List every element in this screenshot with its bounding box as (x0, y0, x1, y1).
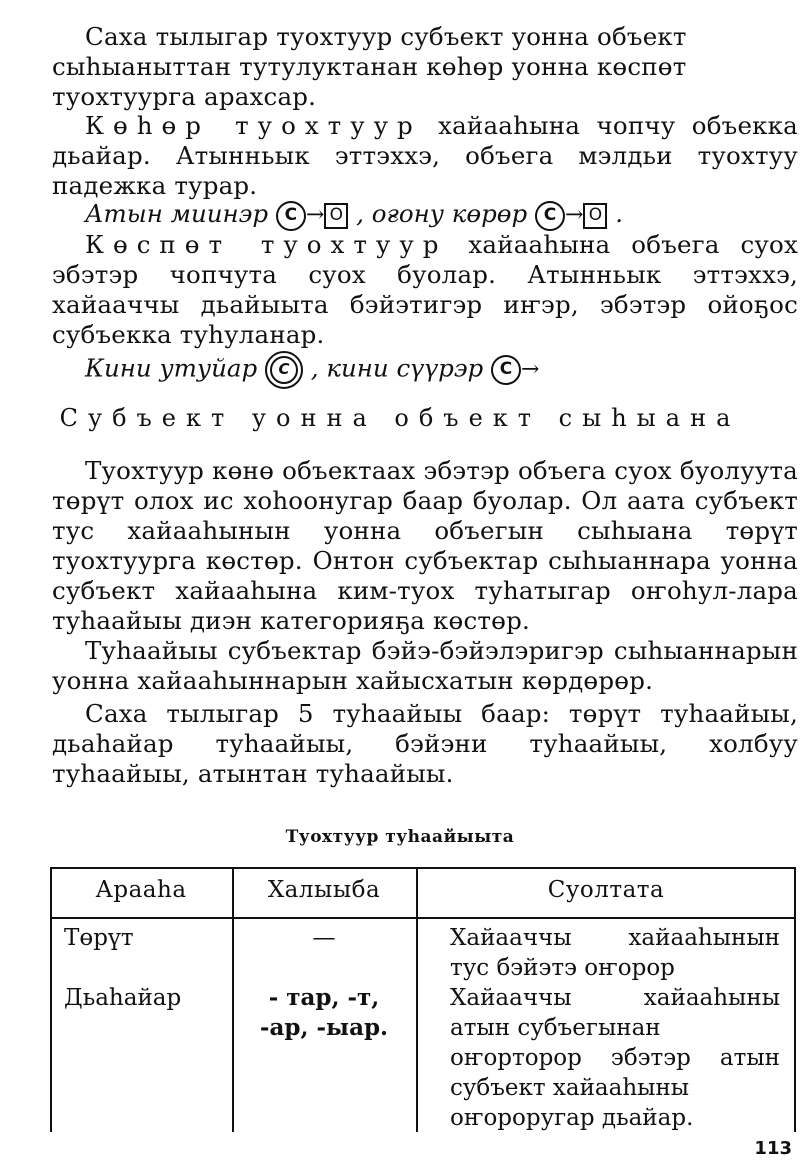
paragraph-2 (52, 111, 798, 201)
table-cell-line: оҥороругар дьайар. (450, 1105, 694, 1131)
voice-table (50, 867, 796, 1132)
arrow-icon: → (565, 202, 584, 228)
text-line: туһаайыы диэн категорияҕа көстөр. (52, 606, 530, 635)
object-box-icon: O (583, 203, 607, 229)
example-2 (85, 351, 539, 389)
table-cell-line: атын субъегынан (450, 1015, 661, 1041)
page-number: 113 (754, 1138, 792, 1159)
text-line: хайааччы дьайыыта бэйэтигэр иҥэр, эбэтэр ойоҕос (52, 290, 798, 319)
table-cell-line: Хайааччы хайааһынын (450, 925, 780, 951)
text-line: туһаайыы, атынтан туһаайыы. (52, 759, 454, 788)
table-cell-type: Дьаһайар (64, 985, 182, 1011)
text-line: Туохтуур көнө объектаах эбэтэр объега суох буолуута (85, 456, 798, 485)
paragraph-5 (52, 636, 798, 696)
text-line: тус хайааһынын уонна объегын сыһыана төрүт (52, 516, 798, 545)
text-line: Саха тылыгар 5 туһаайыы баар: төрүт туһаайыы, (85, 699, 798, 728)
example-1 (85, 199, 623, 231)
example-text: , кини сүүрэр (310, 353, 484, 383)
subject-circle-icon: C (276, 201, 306, 231)
term-intransitive: Көспөт туохтуур (85, 230, 448, 259)
table-cell-form (232, 983, 416, 1043)
text-span: хайааһына чопчу объекка (421, 111, 798, 140)
arrow-icon: → (305, 202, 325, 228)
text-line: дьайар. Атынньык эттэххэ, объега мэлдьи туохтуу (52, 141, 798, 170)
table-cell-line: тус бэйэтэ оҥорор (450, 955, 675, 981)
text-line: туохтуурга арахсар. (52, 82, 317, 111)
example-text: , оғону көрөр (356, 199, 528, 228)
circle-letter: C (270, 356, 298, 384)
table-header-meaning: Суолтата (547, 877, 665, 903)
text-line: Туһаайыы субъектар бэйэ-бэйэлэригэр сыһыаннарын (85, 636, 798, 665)
reflexive-circle-icon (265, 351, 303, 389)
subject-circle-icon: C (535, 201, 565, 231)
table-caption: Туохтуур туһаайыыта (285, 827, 515, 847)
object-box-icon: O (324, 203, 348, 229)
text-line: субъекка туһуланар. (52, 320, 325, 349)
paragraph-1 (52, 22, 798, 112)
paragraph-4 (52, 456, 798, 636)
table-cell-form: — (312, 925, 336, 951)
term-transitive: Көһөр туохтуур (85, 111, 422, 140)
example-text: Атын миинэр (85, 199, 269, 228)
table-column-divider (416, 867, 418, 1132)
section-heading: Субъект уонна объект сыһыана (59, 404, 741, 432)
table-cell-line: Хайааччы хайааһыны (450, 985, 780, 1011)
text-span: хайааһына объега суох (447, 230, 798, 259)
text-line: уонна хайааһыннарын хайысхатын көрдөрөр. (52, 666, 654, 695)
text-line: туохтуурга көстөр. Онтон субъектар сыһыаннара уонна (52, 546, 798, 575)
text-line: сыһыаныттан тутулуктанан көһөр уонна көспөт (52, 52, 687, 81)
text-line: дьаһайар туһаайыы, бэйэни туһаайыы, холбуу (52, 729, 798, 758)
example-text: Кини утуйар (85, 353, 258, 383)
table-header-divider (50, 917, 796, 919)
example-text: . (615, 199, 624, 228)
table-header-type: Арааһа (95, 877, 187, 903)
text-line: падежка турар. (52, 171, 258, 200)
table-cell-type: Төрүт (64, 925, 134, 951)
table-cell-line: оҥорторор эбэтэр атын (450, 1045, 780, 1071)
table-cell-line: -ар, -ыар. (259, 1014, 389, 1041)
subject-circle-icon: C (491, 355, 521, 385)
paragraph-6 (52, 699, 798, 789)
table-header-form: Халыыба (267, 877, 381, 903)
arrow-icon: → (521, 357, 540, 382)
text-line: төрүт олох ис хоһоонугар баар буолар. Ол аата субъект (52, 486, 798, 515)
table-cell-meaning (450, 923, 780, 983)
text-line: Саха тылыгар туохтуур субъект уонна объект (85, 22, 687, 51)
text-line: субъект хайааһына ким-туох туһатыгар оҥоһул-лара (52, 576, 798, 605)
table-cell-line: - тар, -т, (268, 984, 380, 1011)
table-cell-line: субъект хайааһыны (450, 1075, 690, 1101)
paragraph-3 (52, 230, 798, 350)
text-line: эбэтэр чопчута суох буолар. Атынньык эттэххэ, (52, 260, 798, 289)
table-cell-meaning (450, 983, 780, 1133)
